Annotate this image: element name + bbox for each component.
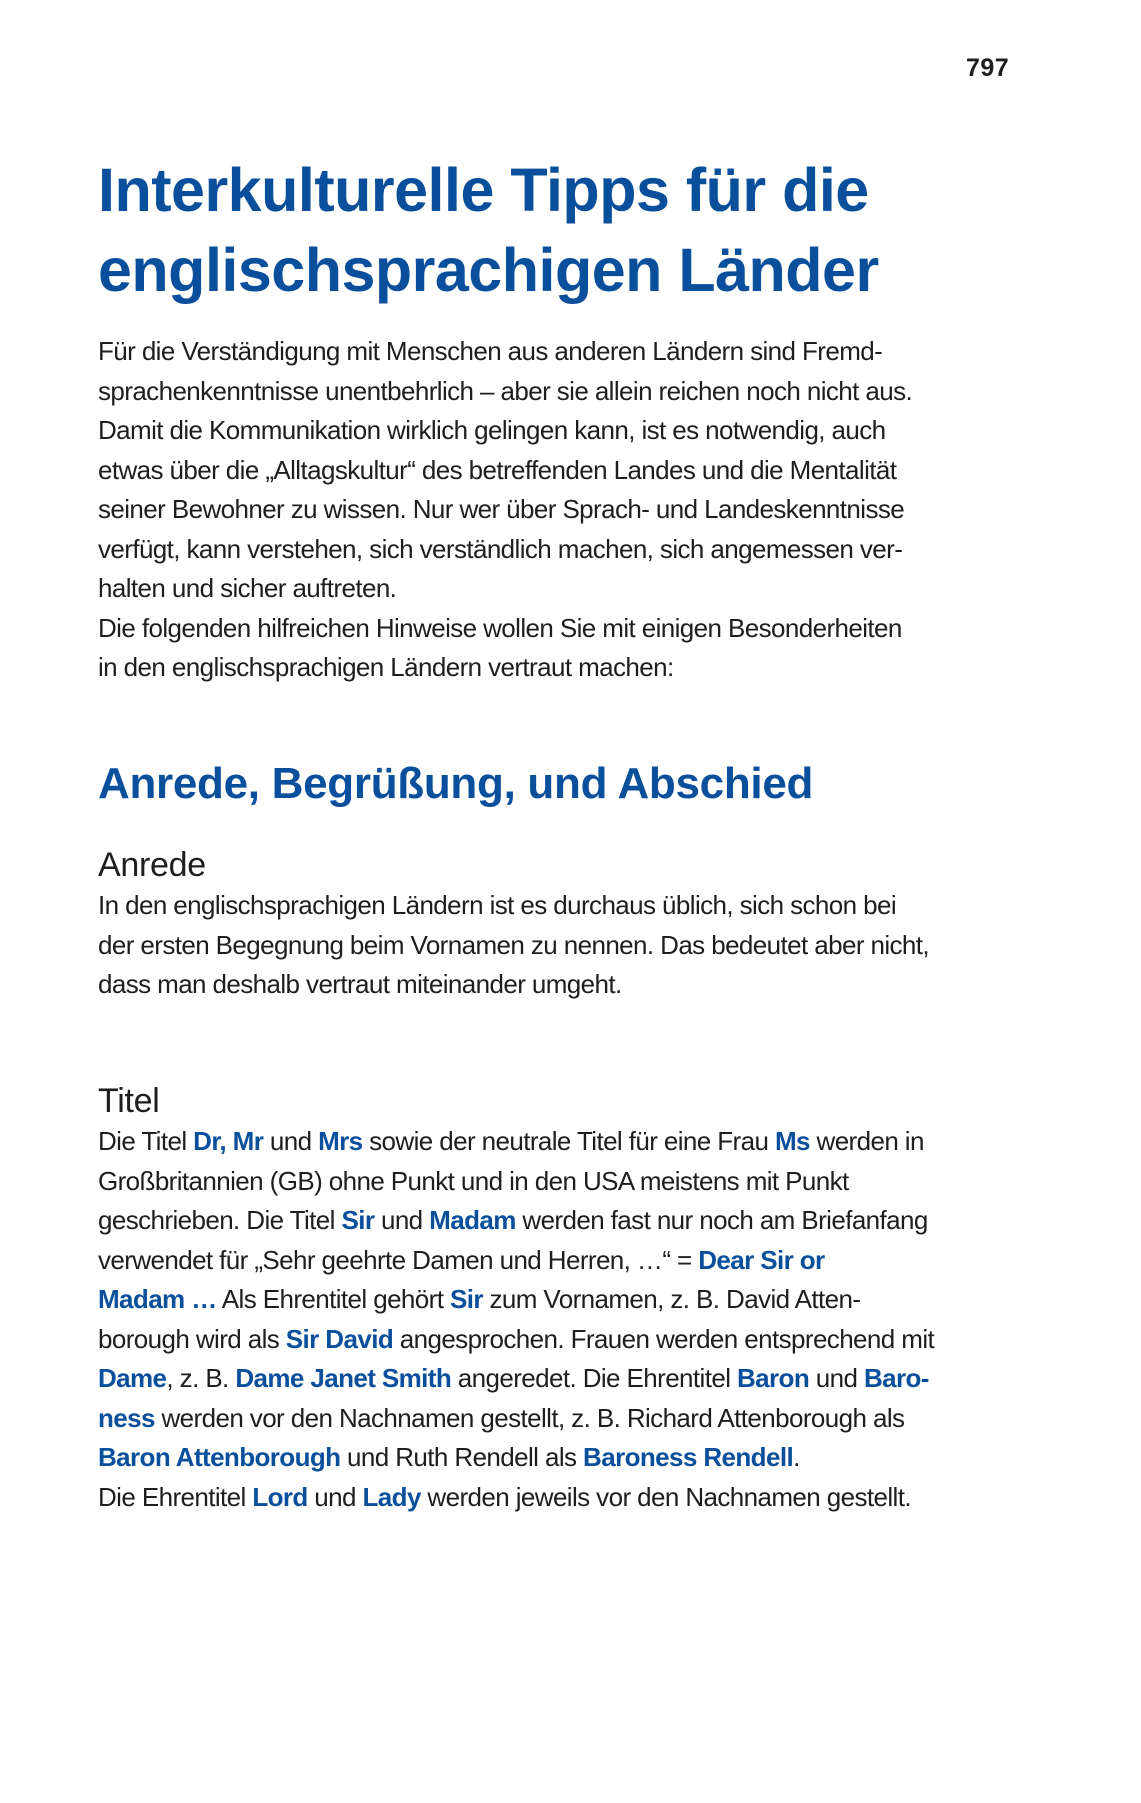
anrede-line: der ersten Begegnung beim Vornamen zu nennen. Das bedeutet aber nicht, [98, 929, 930, 960]
titel-line [98, 1320, 1058, 1360]
body-text: zum Vornamen, z. B. David Atten- [482, 1284, 861, 1314]
body-text: und Ruth Rendell als [340, 1442, 584, 1472]
intro-line: etwas über die „Alltagskultur“ des betreffenden Landes und die Mentalität [98, 454, 897, 485]
body-text: geschrieben. Die Titel [98, 1205, 342, 1235]
section-heading: Anrede, Begrüßung, und Abschied [98, 759, 814, 808]
body-text: werden jeweils vor den Nachnamen gestellt. [420, 1481, 911, 1512]
english-term: Dr, Mr [193, 1126, 264, 1156]
english-term: Dame Janet Smith [235, 1363, 452, 1393]
subheading-anrede: Anrede [98, 846, 206, 884]
english-term: Baroness Rendell [583, 1442, 794, 1472]
body-text: Als Ehrentitel gehört [216, 1284, 450, 1314]
english-term: Dear Sir or [698, 1244, 825, 1275]
english-term: Dame [98, 1363, 167, 1393]
subheading-titel: Titel [98, 1082, 160, 1120]
english-term: Mrs [318, 1126, 363, 1156]
titel-line [98, 1399, 1058, 1439]
body-text: werden fast nur noch am Briefanfang [515, 1205, 928, 1235]
body-text: sowie der neutrale Titel für eine Frau [362, 1126, 775, 1156]
page-title-line-1: Interkulturelle Tipps für die [98, 156, 869, 224]
intro-line: Damit die Kommunikation wirklich gelingen kann, ist es notwendig, auch [98, 415, 886, 445]
english-term: Lord [252, 1481, 308, 1512]
english-term: Sir [449, 1284, 483, 1314]
english-term: Baron [737, 1363, 810, 1393]
body-text: . [793, 1442, 800, 1472]
body-text: , z. B. [166, 1363, 236, 1393]
body-text: und [263, 1126, 319, 1156]
body-text: und [809, 1363, 864, 1393]
titel-line [98, 1359, 1058, 1399]
english-term: Ms [774, 1126, 810, 1156]
intro-paragraph [98, 332, 1058, 688]
anrede-paragraph [98, 886, 1058, 1005]
titel-line [98, 1162, 1058, 1202]
intro-line: seiner Bewohner zu wissen. Nur wer über Sprach- und Landeskenntnisse [98, 494, 905, 524]
english-term: ness [98, 1402, 155, 1433]
body-text: werden vor den Nachnamen gestellt, z. B. Richard Attenborough als [154, 1402, 905, 1433]
page-title [98, 150, 1058, 310]
body-text: borough wird als [98, 1323, 286, 1354]
body-text: Großbritannien (GB) ohne Punkt und in den USA meistens mit Punkt [98, 1165, 849, 1196]
titel-line [98, 1122, 1058, 1162]
english-term: Madam [429, 1205, 516, 1235]
titel-line [98, 1438, 1058, 1478]
intro-line: Für die Verständigung mit Menschen aus anderen Ländern sind Fremd- [98, 336, 883, 366]
body-text: und [374, 1205, 430, 1235]
body-text: verwendet für „Sehr geehrte Damen und Herren, …“ = [98, 1244, 699, 1275]
body-text: angesprochen. Frauen werden entsprechend mit [393, 1323, 935, 1354]
english-term: Sir David [285, 1323, 394, 1354]
titel-line [98, 1201, 1058, 1241]
english-term: Sir [341, 1205, 375, 1235]
body-text: Die Titel [98, 1126, 194, 1156]
page-number: 797 [966, 54, 1010, 82]
titel-line [98, 1478, 1058, 1518]
body-text: und [307, 1481, 363, 1512]
titel-line [98, 1280, 1058, 1320]
english-term: Lady [362, 1481, 421, 1512]
page-title-line-2: englischsprachigen Länder [98, 236, 879, 304]
anrede-line: dass man deshalb vertraut miteinander umgeht. [98, 969, 622, 999]
english-term: Baron Attenborough [98, 1442, 341, 1472]
english-term: Baro- [863, 1363, 929, 1393]
body-text: werden in [809, 1126, 924, 1156]
intro-line: in den englischsprachigen Ländern vertraut machen: [98, 652, 674, 682]
titel-line [98, 1241, 1058, 1281]
anrede-line: In den englischsprachigen Ländern ist es durchaus üblich, sich schon bei [98, 890, 896, 920]
titel-paragraph [98, 1122, 1058, 1517]
intro-line: Die folgenden hilfreichen Hinweise wollen Sie mit einigen Besonderheiten [98, 612, 902, 643]
intro-line: sprachenkenntnisse unentbehrlich – aber sie allein reichen noch nicht aus. [98, 375, 913, 406]
body-text: angeredet. Die Ehrentitel [451, 1363, 737, 1393]
english-term: Madam … [98, 1284, 217, 1314]
intro-line: halten und sicher auftreten. [98, 573, 397, 603]
body-text: Die Ehrentitel [98, 1481, 253, 1512]
intro-line: verfügt, kann verstehen, sich verständlich machen, sich angemessen ver- [98, 533, 903, 564]
